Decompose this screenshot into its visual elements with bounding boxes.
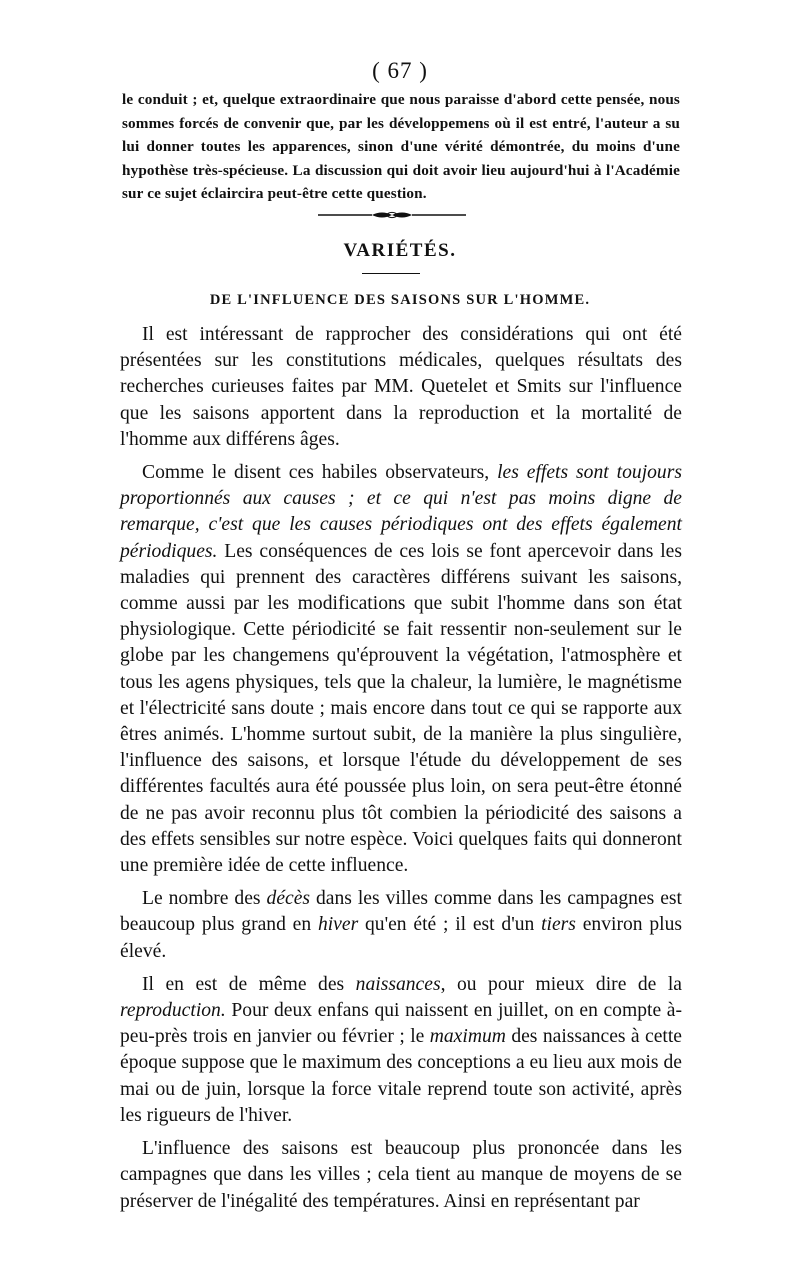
- paragraph-2-text: Comme le disent ces habiles observateurs,: [142, 462, 498, 484]
- paragraph-2-text: Les conséquences de ces lois se font apercevoir dans les maladies qui prennent des caractères différens suivant les saisons, comme aussi par les modifications que subit l'homme dans son état physiologique. Cette périodicité se fait ressentir non-seulement sur le globe par les changemens qu'éprouvent la végétation, l'atmosphère et tous les agens physiques, tels que la chaleur, la lumière, le magnétisme et l'électricité sans doute ; mais encore dans tout ce qui se rapporte aux êtres animés. L'homme surtout subit, de la manière la plus singulière, l'influence des saisons, et lorsque l'étude du développement de ses différentes facultés aura été poussée plus loin, on sera peut-être étonné de ne pas avoir reconnu plus tôt combien la périodicité des saisons a des effets sensibles sur notre espèce. Voici quelques faits qui donneront une première idée de cette influence.: [120, 540, 682, 877]
- intro-paragraph: le conduit ; et, quelque extraordinaire que nous paraisse d'abord cette pensée, nous sommes forcés de convenir que, par les développemens où il est entré, l'auteur a su lui donner toutes les apparences, sinon d'une vérité démontrée, du moins d'une hypothèse très-spécieuse. La discussion qui doit avoir lieu aujourd'hui à l'Académie sur ce sujet éclaircira peut-être cette question.: [122, 91, 680, 202]
- paragraph-1: Il est intéressant de rapprocher des considérations qui ont été présentées sur les constitutions médicales, quelques résultats des recherches curieuses faites par MM. Quetelet et Smits sur l'influence que les saisons apportent dans la reproduction et la mortalité de l'homme aux différens âges.: [120, 324, 682, 450]
- paragraph-3-italic: tiers: [541, 914, 576, 936]
- paragraph-4-text: Il en est de même des: [142, 973, 356, 995]
- paragraph-4-text: des naissances à cette époque suppose que le maximum des conceptions a eu lieu aux mois de mai ou de juin, lorsque la force vitale reprend toute son activité, après les rigueurs de l'hiver.: [120, 1026, 682, 1126]
- paragraph-3-italic: décès: [266, 888, 311, 910]
- section-title: VARIÉTÉS.: [343, 240, 457, 261]
- paragraph-3-text: qu'en été ; il est d'un: [358, 914, 542, 936]
- paragraph-3-text: dans les villes comme dans les campagnes est beaucoup plus grand en: [120, 888, 682, 936]
- paragraph-2-italic-quote: les effets sont toujours proportionnés aux causes ; et ce qui n'est pas moins digne de remarque, c'est que les causes périodiques ont des effets également périodiques.: [120, 462, 682, 562]
- page-number: ( 67 ): [372, 58, 428, 83]
- section-divider: [362, 273, 420, 274]
- paragraph-4-italic: reproduction.: [120, 1000, 226, 1022]
- paragraph-2: [120, 460, 682, 879]
- paragraph-3: [120, 886, 682, 965]
- paragraph-3-text: environ plus élevé.: [120, 914, 682, 962]
- paragraph-3-italic: hiver: [317, 914, 359, 936]
- article-title: DE L'INFLUENCE DES SAISONS SUR L'HOMME.: [209, 292, 591, 308]
- paragraph-4-italic: maximum: [429, 1026, 506, 1048]
- paragraph-4-text: , ou pour mieux dire de la: [440, 973, 683, 995]
- paragraph-4: [120, 972, 682, 1129]
- paragraph-5: L'influence des saisons est beaucoup plus prononcée dans les campagnes que dans les villes ; cela tient au manque de moyens de se préserver de l'inégalité des températures. Ainsi en représentant par: [120, 1138, 682, 1212]
- article-body: [120, 322, 682, 1215]
- paragraph-3-text: Le nombre des: [142, 888, 267, 910]
- paragraph-4-text: Pour deux enfans qui naissent en juillet, on en compte à-peu-près trois en janvier ou février ; le: [120, 1000, 682, 1048]
- paragraph-4-italic: naissances: [355, 973, 441, 995]
- ornamental-rule: [318, 210, 466, 220]
